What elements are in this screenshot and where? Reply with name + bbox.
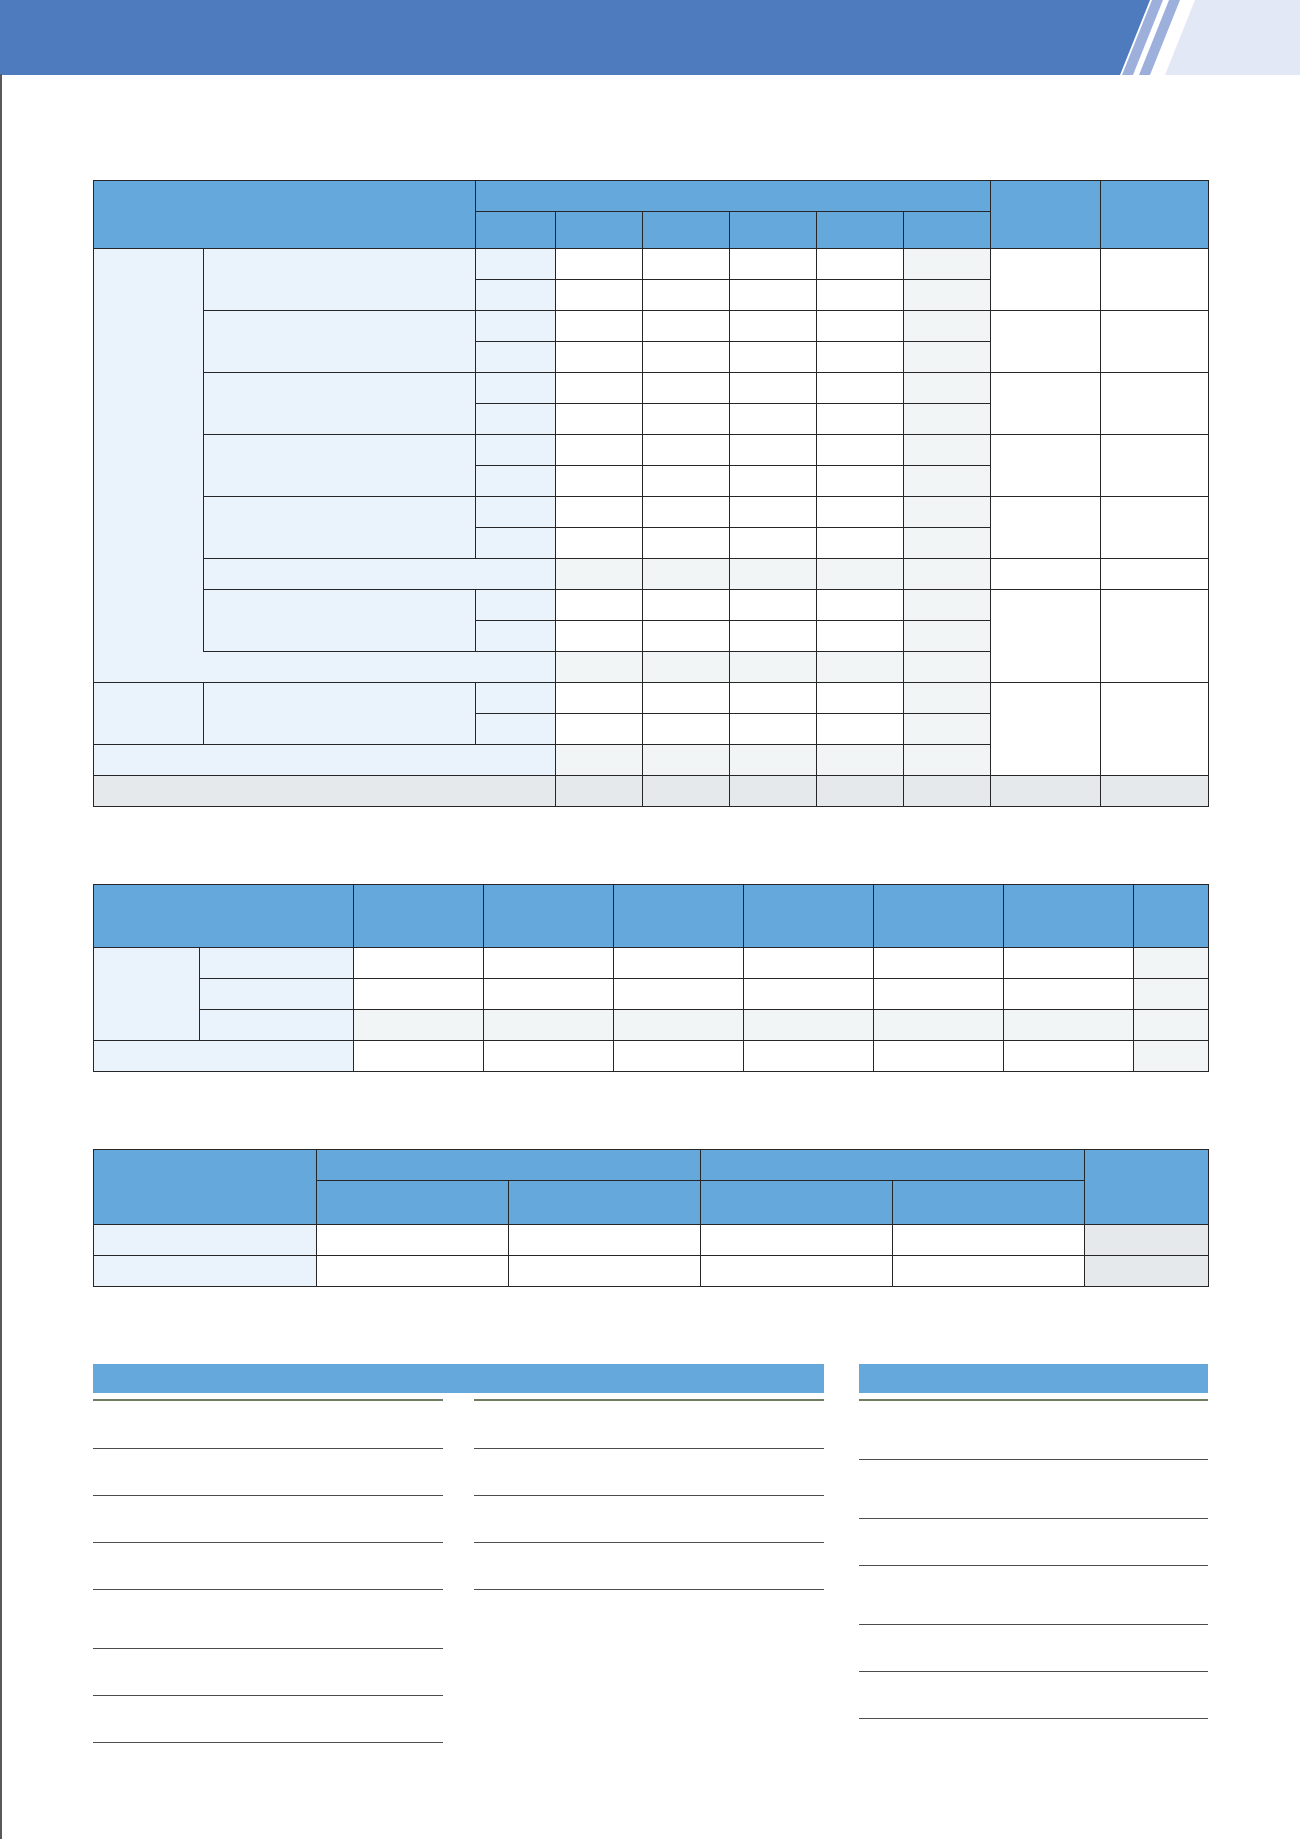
t1-cell	[817, 683, 904, 714]
table-3	[93, 1149, 1209, 1287]
list-left-col1-row-rule	[93, 1495, 443, 1496]
t1-cell	[556, 249, 643, 280]
t1-cell	[991, 311, 1101, 373]
t1-cell	[817, 745, 904, 776]
list-left-col1-row-rule	[93, 1648, 443, 1649]
t3-header-item	[94, 1150, 317, 1225]
t3-row-label	[94, 1225, 317, 1256]
t1-row-label	[204, 497, 476, 559]
t2-header-col	[1134, 885, 1209, 948]
t1-cell	[817, 714, 904, 745]
t1-cell	[730, 528, 817, 559]
list-right-row-rule	[859, 1671, 1208, 1672]
t1-cell	[556, 311, 643, 342]
t1-cell	[730, 652, 817, 683]
t3-header-group-2	[701, 1150, 1085, 1181]
t1-row-sub	[476, 621, 556, 652]
t1-cell	[643, 249, 730, 280]
t1-cell	[643, 528, 730, 559]
table-1	[93, 180, 1209, 807]
t1-cell	[1101, 435, 1209, 497]
t1-cell	[556, 590, 643, 621]
t2-cell	[484, 1010, 614, 1041]
t1-cell	[904, 590, 991, 621]
t2-header-col	[744, 885, 874, 948]
t3-cell	[701, 1256, 893, 1287]
t2-cell	[744, 1010, 874, 1041]
t1-cell	[991, 590, 1101, 683]
t1-row-label-wide	[204, 559, 556, 590]
t1-row-sub	[476, 683, 556, 714]
t1-cell	[817, 435, 904, 466]
t1-cell	[817, 342, 904, 373]
t1-header-col-10	[1101, 181, 1209, 249]
t1-cell	[556, 683, 643, 714]
t3-cell	[893, 1256, 1085, 1287]
t1-cell	[904, 497, 991, 528]
t1-cell	[904, 528, 991, 559]
t2-cell	[614, 1041, 744, 1072]
t2-cell	[484, 1041, 614, 1072]
t2-header-col	[354, 885, 484, 948]
t1-subheader-6	[904, 212, 991, 249]
t1-subheader-1	[476, 212, 556, 249]
t1-cell	[556, 621, 643, 652]
t1-cell	[730, 280, 817, 311]
t1-total-cell	[643, 776, 730, 807]
t2-cell	[1134, 948, 1209, 979]
t1-cell	[643, 621, 730, 652]
t1-cell	[817, 249, 904, 280]
t2-row-label	[200, 948, 354, 979]
t1-subheader-3	[643, 212, 730, 249]
t2-cell	[1004, 1010, 1134, 1041]
t2-cell	[874, 1010, 1004, 1041]
t2-row-label	[200, 1010, 354, 1041]
t3-subheader	[317, 1181, 509, 1225]
t2-cell	[484, 979, 614, 1010]
t1-cell	[904, 466, 991, 497]
t1-total-cell	[1101, 776, 1209, 807]
t3-subheader	[701, 1181, 893, 1225]
t1-cell	[1101, 683, 1209, 776]
t1-category-b	[94, 683, 204, 745]
t1-cell	[556, 435, 643, 466]
list-right-row-rule	[859, 1624, 1208, 1625]
t1-row-sub	[476, 497, 556, 528]
t1-cell	[1101, 249, 1209, 311]
list-right-row-rule	[859, 1459, 1208, 1460]
t1-cell	[991, 683, 1101, 776]
t2-cell	[354, 948, 484, 979]
t2-cell	[874, 1041, 1004, 1072]
t1-cell	[1101, 590, 1209, 683]
t1-total-cell	[730, 776, 817, 807]
t1-cell	[556, 714, 643, 745]
t1-cell	[904, 621, 991, 652]
t2-cell	[614, 979, 744, 1010]
t2-cell	[1134, 1010, 1209, 1041]
t2-header-col	[874, 885, 1004, 948]
list-left-col2-row-rule	[474, 1448, 824, 1449]
t2-cell	[484, 948, 614, 979]
t3-header-group-1	[317, 1150, 701, 1181]
t1-row-sub	[476, 466, 556, 497]
t1-cell	[730, 621, 817, 652]
list-left-col2-top-rule	[474, 1399, 824, 1401]
t2-cell	[1004, 948, 1134, 979]
list-right-row-rule	[859, 1565, 1208, 1566]
t1-cell	[904, 435, 991, 466]
t1-row-sub	[476, 404, 556, 435]
t1-row-sub	[476, 435, 556, 466]
list-left-col1-row-rule	[93, 1742, 443, 1743]
t1-cell	[730, 466, 817, 497]
t1-row-sub	[476, 528, 556, 559]
t1-cell	[991, 435, 1101, 497]
t1-row-sub	[476, 311, 556, 342]
list-left-col1-row-rule	[93, 1589, 443, 1590]
t1-cell	[643, 404, 730, 435]
t1-cell	[904, 311, 991, 342]
t1-cell	[643, 466, 730, 497]
table-2	[93, 884, 1209, 1072]
t1-cell	[904, 559, 991, 590]
t1-row-label	[204, 249, 476, 311]
list-left-col1-row-rule	[93, 1695, 443, 1696]
t3-cell	[893, 1225, 1085, 1256]
t2-row-label	[200, 979, 354, 1010]
t1-cell	[904, 745, 991, 776]
t1-header-group	[476, 181, 991, 212]
t1-cell	[730, 590, 817, 621]
t1-cell	[904, 404, 991, 435]
t1-total-cell	[556, 776, 643, 807]
left-margin-rule	[0, 74, 2, 1839]
t2-category	[94, 948, 200, 1041]
t1-cell	[817, 559, 904, 590]
t1-row-label	[204, 373, 476, 435]
t1-cell	[1101, 311, 1209, 373]
t1-cell	[643, 373, 730, 404]
t2-cell	[614, 1010, 744, 1041]
t1-cell	[730, 435, 817, 466]
t1-subtotal-label	[94, 652, 556, 683]
list-right-row-rule	[859, 1718, 1208, 1719]
t1-cell	[817, 621, 904, 652]
t1-row-sub	[476, 249, 556, 280]
t1-subheader-4	[730, 212, 817, 249]
t2-cell	[874, 948, 1004, 979]
t1-cell	[817, 590, 904, 621]
t1-cell	[730, 373, 817, 404]
t1-total-cell	[991, 776, 1101, 807]
t1-cell	[730, 745, 817, 776]
t1-cell	[904, 249, 991, 280]
list-right-header-bar	[859, 1364, 1208, 1393]
t1-cell	[643, 683, 730, 714]
t1-cell	[730, 559, 817, 590]
t2-cell	[354, 979, 484, 1010]
t3-cell	[1085, 1256, 1209, 1287]
t3-cell	[317, 1225, 509, 1256]
t1-cell	[991, 559, 1101, 590]
t3-cell	[317, 1256, 509, 1287]
t2-cell	[1004, 979, 1134, 1010]
t1-cell	[817, 280, 904, 311]
t1-cell	[1101, 373, 1209, 435]
t2-cell	[1134, 1041, 1209, 1072]
t1-cell	[556, 497, 643, 528]
t1-cell	[556, 652, 643, 683]
t1-cell	[817, 652, 904, 683]
t3-subheader	[509, 1181, 701, 1225]
t1-cell	[730, 497, 817, 528]
t1-cell	[556, 466, 643, 497]
t1-cell	[730, 342, 817, 373]
header-band-fill	[0, 0, 1150, 75]
t1-header-item	[94, 181, 476, 249]
t1-row-label	[204, 435, 476, 497]
t3-row-label	[94, 1256, 317, 1287]
t2-cell	[1004, 1041, 1134, 1072]
t1-cell	[817, 466, 904, 497]
t1-row-label	[204, 590, 476, 652]
t1-cell	[730, 249, 817, 280]
t2-header-col	[484, 885, 614, 948]
t1-cell	[991, 497, 1101, 559]
t1-cell	[643, 652, 730, 683]
t1-row-sub	[476, 280, 556, 311]
t1-subheader-5	[817, 212, 904, 249]
list-left-col1-top-rule	[93, 1399, 443, 1401]
t1-subheader-2	[556, 212, 643, 249]
t3-cell	[1085, 1225, 1209, 1256]
t3-cell	[701, 1225, 893, 1256]
list-right-row-rule	[859, 1518, 1208, 1519]
t1-cell	[817, 404, 904, 435]
t1-subtotal-label	[94, 745, 556, 776]
t1-cell	[817, 528, 904, 559]
t3-cell	[509, 1225, 701, 1256]
t1-cell	[817, 373, 904, 404]
t1-cell	[643, 342, 730, 373]
t1-cell	[556, 745, 643, 776]
t2-cell	[354, 1010, 484, 1041]
t2-cell	[744, 948, 874, 979]
t2-total-label	[94, 1041, 354, 1072]
t2-header-col	[614, 885, 744, 948]
t3-subheader	[893, 1181, 1085, 1225]
t3-cell	[509, 1256, 701, 1287]
t1-cell	[643, 497, 730, 528]
header-corner	[1165, 0, 1300, 75]
t1-cell	[904, 373, 991, 404]
t1-total-cell	[904, 776, 991, 807]
header-band	[0, 0, 1300, 75]
t2-header-col	[1004, 885, 1134, 948]
t1-cell	[1101, 497, 1209, 559]
t1-cell	[817, 497, 904, 528]
t1-cell	[643, 435, 730, 466]
t1-cell	[817, 311, 904, 342]
t1-cell	[904, 714, 991, 745]
t2-cell	[354, 1041, 484, 1072]
t1-cell	[1101, 559, 1209, 590]
t1-cell	[730, 714, 817, 745]
t1-cell	[904, 652, 991, 683]
list-left-col1-row-rule	[93, 1448, 443, 1449]
t1-cell	[643, 280, 730, 311]
t1-cell	[730, 404, 817, 435]
list-left-col2-row-rule	[474, 1589, 824, 1590]
list-left-col2-row-rule	[474, 1542, 824, 1543]
t1-total-cell	[817, 776, 904, 807]
t2-cell	[614, 948, 744, 979]
list-left-col1-row-rule	[93, 1542, 443, 1543]
t1-cell	[556, 373, 643, 404]
list-left-header-bar	[93, 1364, 824, 1393]
t1-cell	[904, 683, 991, 714]
list-left-col2-row-rule	[474, 1495, 824, 1496]
t1-cell	[643, 559, 730, 590]
t1-cell	[556, 342, 643, 373]
t1-cell	[904, 280, 991, 311]
t1-cell	[643, 745, 730, 776]
t1-cell	[991, 373, 1101, 435]
t2-cell	[744, 1041, 874, 1072]
t1-row-sub	[476, 342, 556, 373]
t1-cell	[730, 311, 817, 342]
t2-cell	[874, 979, 1004, 1010]
t2-cell	[1134, 979, 1209, 1010]
list-right-top-rule	[859, 1399, 1208, 1401]
t1-row-sub	[476, 590, 556, 621]
t1-cell	[556, 559, 643, 590]
t1-row-sub	[476, 373, 556, 404]
t3-header-total	[1085, 1150, 1209, 1225]
t1-cell	[991, 249, 1101, 311]
t2-cell	[744, 979, 874, 1010]
t1-cell	[730, 683, 817, 714]
t1-cell	[643, 311, 730, 342]
t1-cell	[556, 528, 643, 559]
t1-cell	[556, 404, 643, 435]
t1-cell	[904, 342, 991, 373]
t1-row-label	[204, 311, 476, 373]
t1-category-a	[94, 249, 204, 652]
t2-header-item	[94, 885, 354, 948]
t1-cell	[556, 280, 643, 311]
t1-cell	[643, 714, 730, 745]
t1-row-sub	[476, 714, 556, 745]
t1-header-col-9	[991, 181, 1101, 249]
t1-cell	[643, 590, 730, 621]
t1-row-label	[204, 683, 476, 745]
t1-total-label	[94, 776, 556, 807]
